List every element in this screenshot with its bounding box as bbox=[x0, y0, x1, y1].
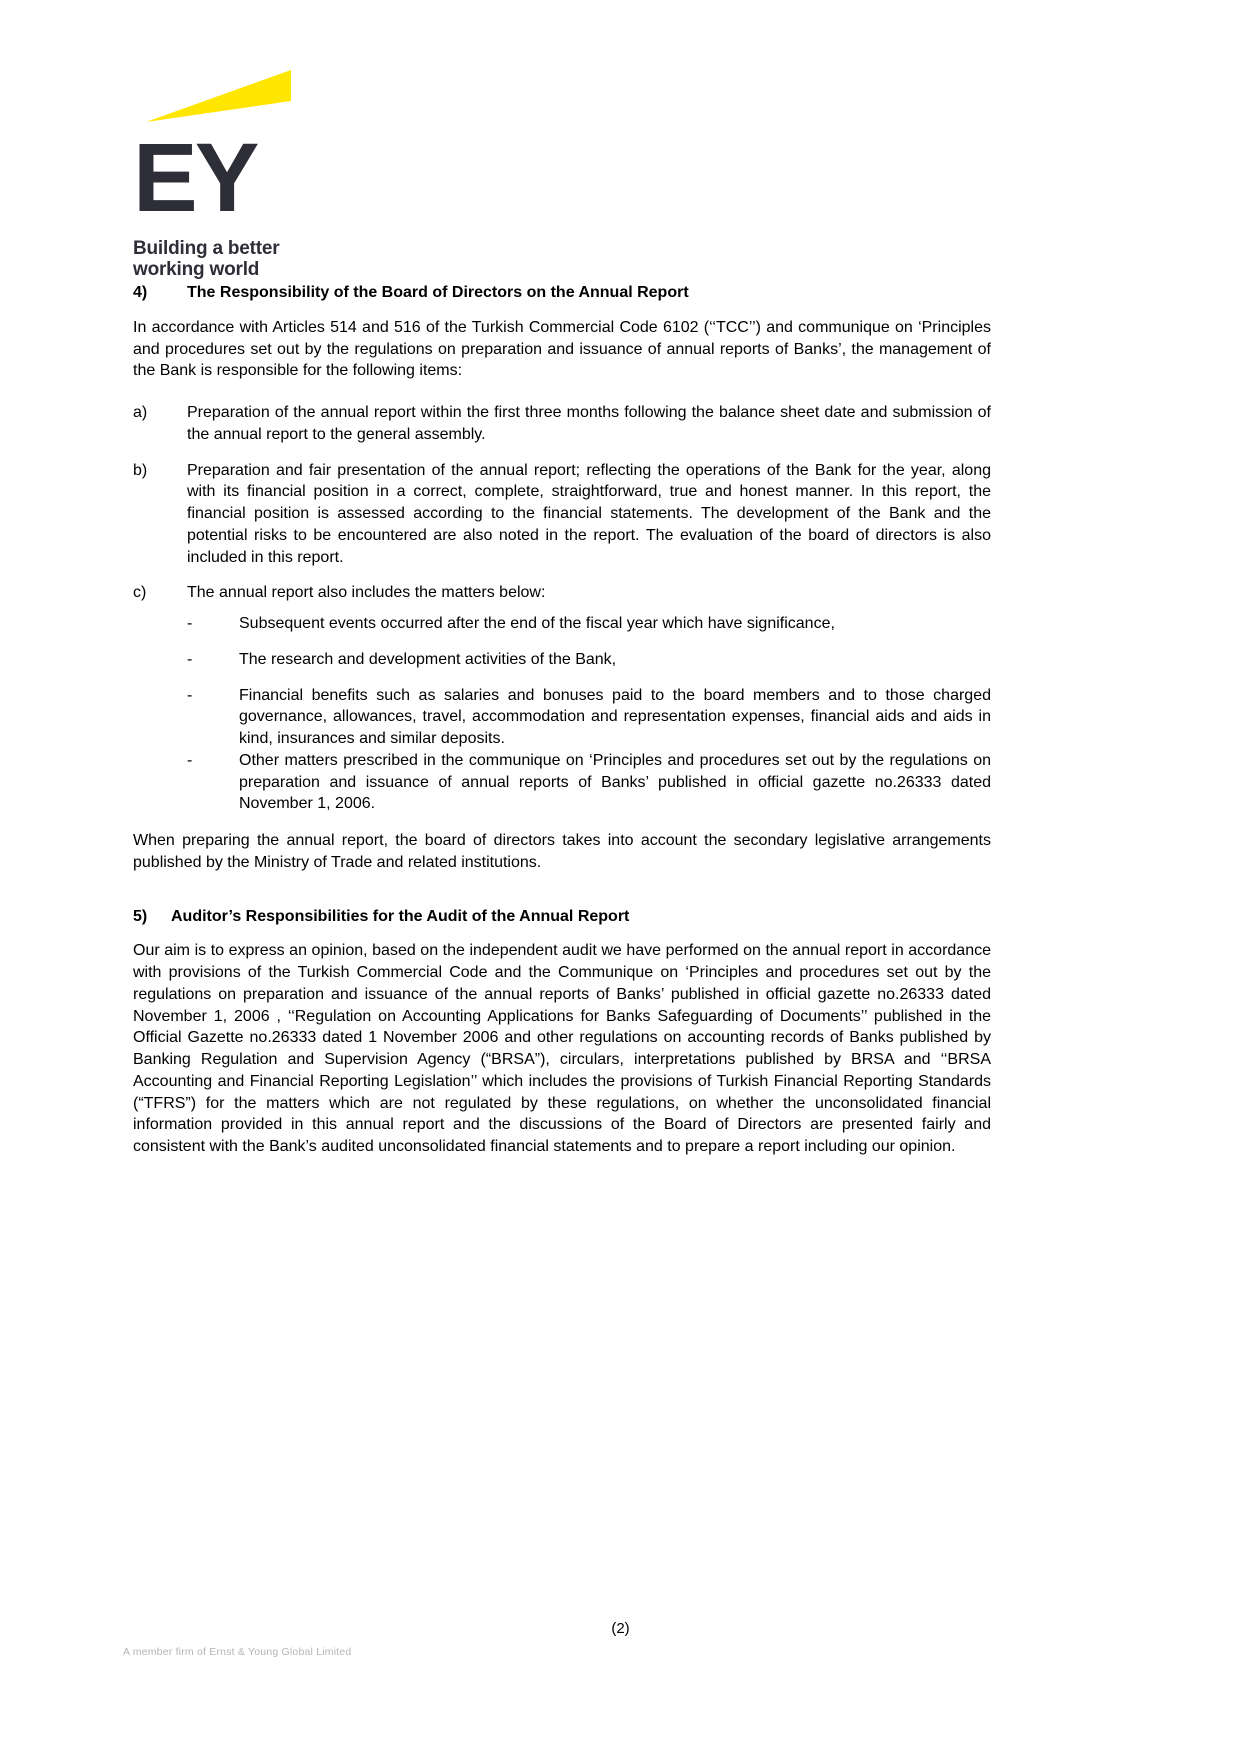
sub-item-4-dash: - bbox=[187, 751, 193, 769]
member-firm-note: A member firm of Ernst & Young Global Limited bbox=[123, 1646, 352, 1658]
ey-beam-shape bbox=[146, 70, 291, 122]
sub-item-3-text: Financial benefits such as salaries and bonuses paid to the board members and to those charged governance, allowances, travel, accommodation and representation expenses, financial aids and aids in kind, insurances and similar deposits. bbox=[239, 686, 991, 747]
ey-beam-icon bbox=[146, 70, 291, 124]
section-4-closing-paragraph: When preparing the annual report, the board of directors takes into account the secondary legislative arrangements published by the Ministry of Trade and related institutions. bbox=[133, 832, 991, 871]
section-4-intro-paragraph: In accordance with Articles 514 and 516 of the Turkish Commercial Code 6102 (‘‘TCC’’) and communique on ‘Principles and procedures set out by the regulations on preparation and issuance of annual reports of Banks’, the management of the Bank is responsible for the following items: bbox=[133, 318, 991, 380]
sub-item-3-dash: - bbox=[187, 686, 193, 704]
section-4-title: The Responsibility of the Board of Directors on the Annual Report bbox=[187, 284, 689, 301]
sub-item-1 bbox=[187, 613, 991, 635]
ey-logo bbox=[133, 70, 291, 280]
list-item-c-label: c) bbox=[133, 584, 147, 602]
list-item-b-label: b) bbox=[133, 461, 148, 479]
section-4-heading bbox=[133, 282, 991, 304]
sub-item-2-text: The research and development activities of the Bank, bbox=[239, 650, 617, 668]
section-4-number: 4) bbox=[133, 284, 148, 301]
document-content bbox=[133, 282, 991, 1178]
sub-item-1-text: Subsequent events occurred after the end of the fiscal year which have significance, bbox=[239, 615, 835, 632]
ey-tagline-line2: working world bbox=[133, 258, 260, 280]
list-item-a-label: a) bbox=[133, 404, 148, 421]
section-5-title: Auditor’s Responsibilities for the Audit of the Annual Report bbox=[171, 907, 630, 925]
list-item-a bbox=[133, 402, 991, 446]
section-5-number: 5) bbox=[133, 907, 148, 925]
list-item-b bbox=[133, 460, 991, 569]
ey-tagline bbox=[133, 238, 291, 281]
ey-wordmark: EY bbox=[133, 123, 257, 232]
list-item-a-text: Preparation of the annual report within the first three months following the balance sheet date and submission of the annual report to the general assembly. bbox=[187, 404, 991, 443]
sub-item-2 bbox=[187, 649, 991, 671]
list-item-c bbox=[133, 582, 991, 604]
section-5-body-paragraph: Our aim is to express an opinion, based on the independent audit we have performed on the annual report in accordance with provisions of the Turkish Commercial Code and the Communique on ‘Principles and procedures set out by the regulations on preparation and issuance of the annual reports of Banks’ published in official gazette no.26333 dated November 1, 2006 , ‘‘Regulation on Accounting Applications for Banks Safeguarding of Documents’’ published in the Official Gazette no.26333 dated 1 November 2006 and other regulations on accounting records of Banks published by Banking Regulation and Supervision Agency (“BRSA”), circulars, interpretations published by BRSA and ‘‘BRSA Accounting and Financial Reporting Legislation’’ which includes the provisions of Turkish Financial Reporting Standards (“TFRS”) for the matters which are not regulated by these regulations, on whether the unconsolidated financial information provided in this annual report and the discussions of the Board of Directors are presented fairly and consistent with the Bank’s audited unconsolidated financial statements and to prepare a report including our opinion. bbox=[133, 942, 991, 1155]
ey-tagline-line1: Building a better bbox=[133, 237, 280, 259]
section-5-heading bbox=[133, 906, 991, 928]
sub-item-4-text: Other matters prescribed in the communique on ‘Principles and procedures set out by the regulations on preparation and issuance of annual reports of Banks’ published in official gazette no.26333 dated November 1, 2006. bbox=[239, 751, 991, 813]
sub-item-3 bbox=[187, 685, 991, 750]
sub-item-1-dash: - bbox=[187, 615, 193, 632]
list-item-b-text: Preparation and fair presentation of the annual report; reflecting the operations of the Bank for the year, along with its financial position in a correct, complete, straightforward, true and honest manner. In this report, the financial position is assessed according to the financial statements. The development of the Bank and the potential risks to be encountered are also noted in the report. The evaluation of the board of directors is also included in this report. bbox=[187, 461, 991, 566]
page-number: (2) bbox=[611, 1620, 630, 1637]
sub-item-4 bbox=[187, 750, 991, 815]
sub-item-2-dash: - bbox=[187, 650, 193, 668]
list-item-c-text: The annual report also includes the matters below: bbox=[187, 584, 546, 602]
